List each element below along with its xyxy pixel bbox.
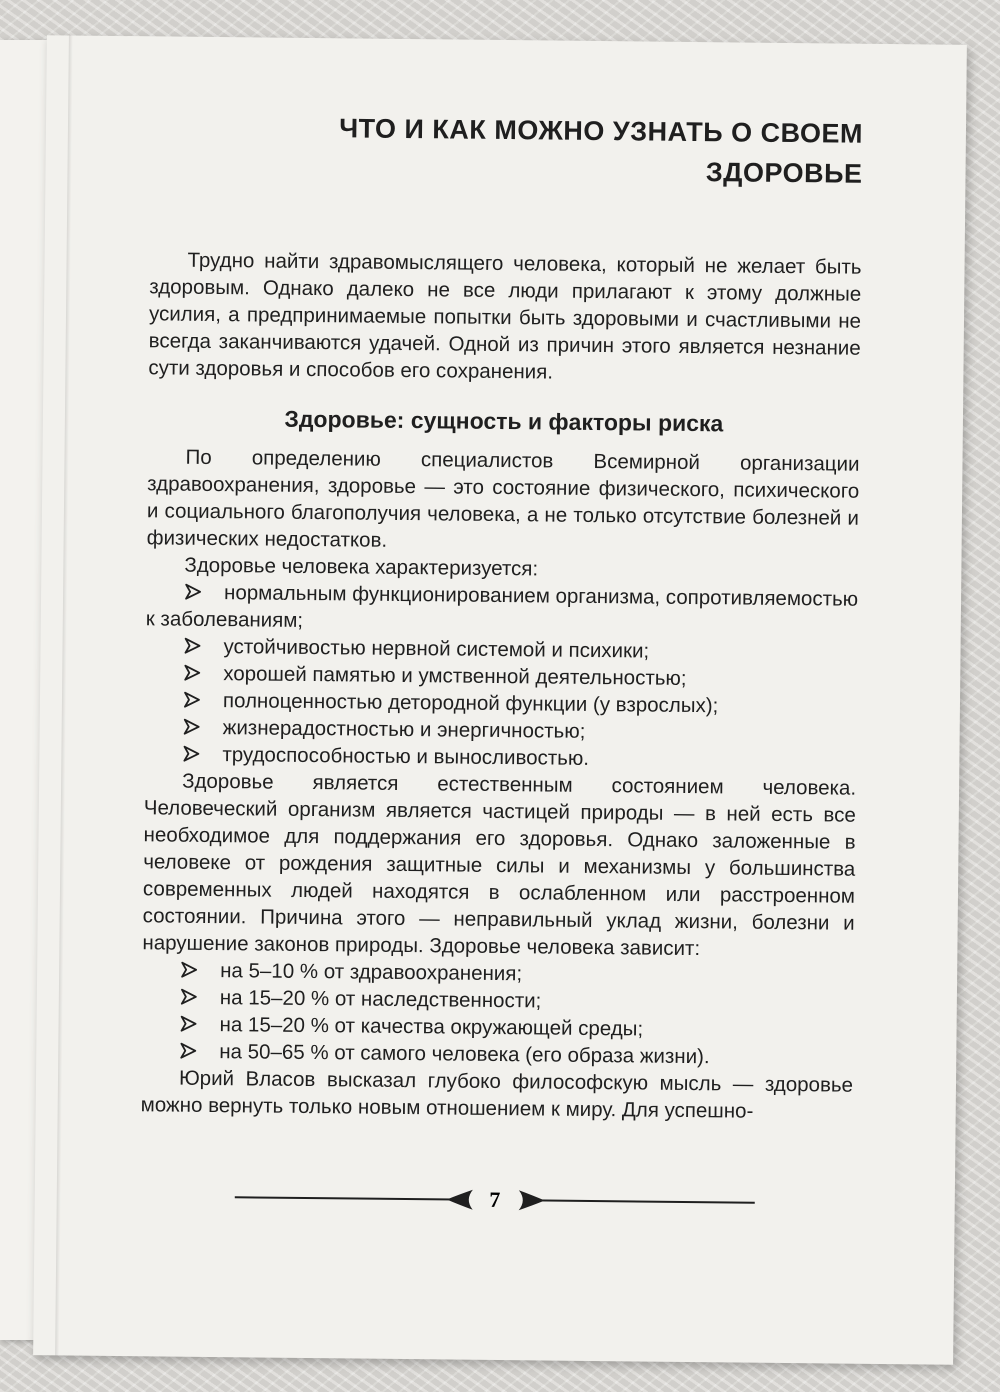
health-factors-list: [141, 956, 854, 1071]
section-heading: Здоровье: сущность и факторы риска: [284, 405, 724, 437]
arrowhead-bullet-icon: [180, 961, 198, 979]
arrow-ornament-icon: [445, 1188, 475, 1210]
arrowhead-bullet-icon: [179, 1015, 197, 1033]
chapter-title-line-1: ЧТО И КАК МОЖНО УЗНАТЬ О СВОЕМ: [339, 113, 864, 149]
arrowhead-bullet-icon: [182, 745, 200, 763]
page-content: [141, 106, 864, 1125]
characteristics-intro: Здоровье человека характеризуется:: [184, 553, 539, 581]
list-item-text: на 5–10 % от здравоохранения;: [220, 959, 523, 986]
nature-paragraph: Здоровье является естественным состоянием человека. Человеческий организм является частицей природы — в ней есть все необходимое для поддержания его здоровья. Однако заложенные в человеке от рождения защитные силы и механизмы у большинства современных людей находятся в ослабленном или расстроенном состоянии. Причина этого — неправильный уклад жизни, болезни и нарушение законов природы. Здоровье человека зависит:: [142, 769, 857, 961]
list-item-text: на 15–20 % от качества окружающей среды;: [219, 1013, 644, 1041]
page-footer: [235, 1182, 755, 1217]
footer-rule-right: [535, 1199, 755, 1203]
definition-paragraph: По определению специалистов Всемирной организации здравоохранения, здоровье — это состояние физического, психического и социального благополучия человека, а не только отсутствие болезней и физических недостатков.: [146, 445, 860, 552]
list-item-text: трудоспособностью и выносливостью.: [222, 743, 590, 770]
health-characteristics-list: [144, 578, 858, 774]
list-item-text: нормальным функционированием организма, сопротивляемостью к заболеваниям;: [145, 581, 859, 632]
list-item-text: устойчивостью нервной системой и психики;: [223, 635, 650, 663]
arrowhead-bullet-icon: [183, 718, 201, 736]
chapter-title: [150, 106, 863, 193]
arrowhead-bullet-icon: [184, 583, 202, 601]
arrowhead-bullet-icon: [179, 1042, 197, 1060]
footer-rule-left: [235, 1196, 455, 1200]
vlasov-paragraph: Юрий Власов высказал глубоко философскую мысль — здоровье можно вернуть только новым отношением к миру. Для успешно-: [140, 1066, 854, 1123]
list-item-text: на 15–20 % от наследственности;: [219, 986, 542, 1013]
list-item-text: хорошей памятью и умственной деятельностью;: [223, 662, 687, 690]
page-number: 7: [489, 1186, 501, 1213]
intro-paragraph: Трудно найти здравомыслящего человека, который не желает быть здоровым. Однако далеко не все люди прилагают к этому должные усилия, а предпринимаемые попытки быть здоровыми и счастливыми не всегда заканчиваются удачей. Одной из причин этого является незнание сути здоровья и способов его сохранения.: [148, 248, 862, 384]
list-item-text: полноценностью детородной функции (у взрослых);: [222, 689, 719, 718]
list-item-text: на 50–65 % от самого человека (его образа жизни).: [219, 1040, 710, 1069]
list-item: [146, 578, 859, 639]
list-item-text: жизнерадостностью и энергичностью;: [222, 716, 586, 743]
arrowhead-bullet-icon: [180, 988, 198, 1006]
chapter-title-line-2: ЗДОРОВЬЕ: [705, 157, 863, 189]
arrowhead-bullet-icon: [183, 664, 201, 682]
book-page: [33, 35, 967, 1365]
arrowhead-bullet-icon: [183, 691, 201, 709]
arrowhead-bullet-icon: [183, 637, 201, 655]
page-fold-shadow: [55, 35, 73, 1355]
